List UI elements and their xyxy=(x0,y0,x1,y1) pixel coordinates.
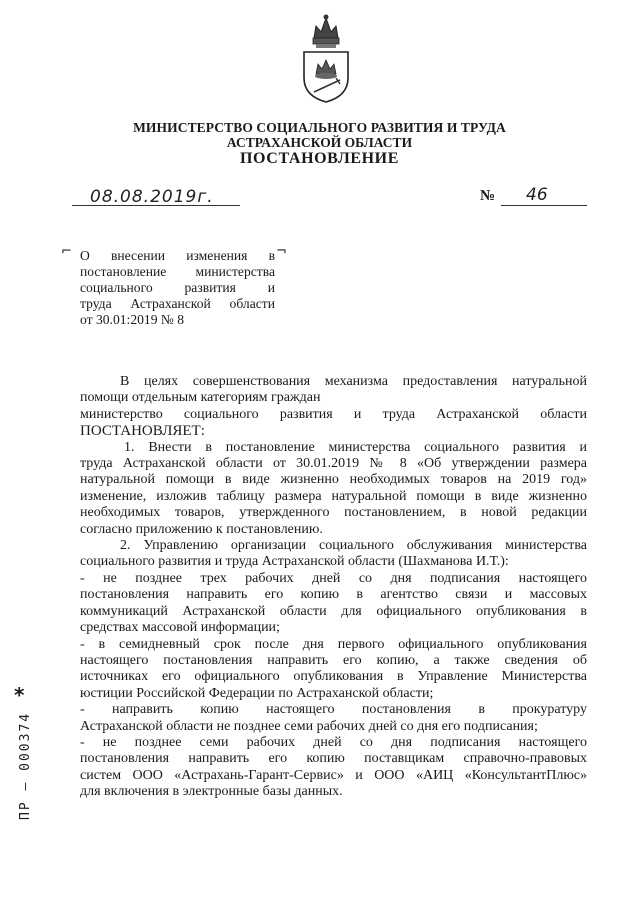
body-line: министерство социального развития и труда Астраханской области xyxy=(80,406,587,422)
margin-registration-code: ПР – 000374 xyxy=(18,711,33,820)
subject-line: социального развития и xyxy=(80,280,275,295)
ministry-name-line2: АСТРАХАНСКОЙ ОБЛАСТИ xyxy=(226,135,413,150)
body-line: - в семидневный срок после дня первого официального опубликования xyxy=(80,636,587,652)
body-line: 1. Внести в постановление министерства социального развития и xyxy=(124,439,587,455)
body-line: необходимых товаров, утвержденного постановлением, в новой редакции xyxy=(80,505,587,521)
subject-line: постановление министерства xyxy=(80,264,275,279)
body-line: средствах массовой информации; xyxy=(80,620,280,636)
body-line: ПОСТАНОВЛЯЕТ: xyxy=(80,423,205,440)
body-line: В целях совершенствования механизма предоставления натуральной xyxy=(120,374,587,389)
body-line: натуральной помощи в виде жизненно необходимых товаров на 2019 год» xyxy=(80,472,587,488)
body-line: систем ООО «Астрахань-Гарант-Сервис» и ООО «АИЦ «КонсультантПлюс» xyxy=(80,767,587,783)
body-line: - не позднее трех рабочих дней со дня подписания настоящего xyxy=(80,570,587,586)
corner-mark-left-icon: ⌐ xyxy=(61,244,72,259)
body-line: - не позднее семи рабочих дней со дня подписания настоящего xyxy=(80,734,587,750)
body-line: 2. Управлению организации социального обслуживания министерства xyxy=(120,538,587,554)
document-type-title: ПОСТАНОВЛЕНИЕ xyxy=(240,150,399,167)
body-line: настоящего постановления направить его копию, а также сведения об xyxy=(80,652,587,668)
body-line: социального развития и труда Астраханской области (Шахманова И.Т.): xyxy=(80,554,509,570)
document-date: 08.08.2019г. xyxy=(90,187,214,207)
document-body xyxy=(80,374,587,801)
body-line: Астраханской области не позднее семи рабочих дней со дня его подписания; xyxy=(80,718,538,734)
body-line: помощи отдельным категориям граждан xyxy=(80,390,321,406)
body-line: труда Астраханской области от 30.01.2019 № 8 «Об утверждении размера xyxy=(80,456,587,472)
corner-mark-right-icon: ¬ xyxy=(276,244,287,259)
coat-of-arms-icon xyxy=(296,12,356,104)
subject-line: от 30.01:2019 № 8 xyxy=(80,312,185,327)
date-underline xyxy=(72,205,240,206)
body-line: постановления направить его копию в агентство связи и массовых xyxy=(80,587,587,603)
ministry-name-line1: МИНИСТЕРСТВО СОЦИАЛЬНОГО РАЗВИТИЯ И ТРУДА xyxy=(133,120,506,135)
margin-star-mark: * xyxy=(14,683,25,707)
body-line: источниках его официального опубликования в Управление Министерства xyxy=(80,669,587,685)
number-underline xyxy=(501,205,587,206)
subject-line: О внесении изменения в xyxy=(80,248,275,263)
body-line: согласно приложению к постановлению. xyxy=(80,521,323,537)
body-line: для включения в электронные базы данных. xyxy=(80,784,343,800)
document-number: 46 xyxy=(526,185,548,205)
number-sign: № xyxy=(480,188,496,204)
body-line: изменение, изложив таблицу размера натуральной помощи в виде жизненно xyxy=(80,488,587,504)
document-subject xyxy=(80,248,275,328)
body-line: постановления направить его копию поставщикам справочно-правовых xyxy=(80,751,587,767)
body-line: - направить копию настоящего постановления в прокуратуру xyxy=(80,702,587,718)
body-line: коммуникаций Астраханской области для официального опубликования в xyxy=(80,603,587,619)
subject-line: труда Астраханской области xyxy=(80,296,275,311)
body-line: юстиции Российской Федерации по Астраханской области; xyxy=(80,685,434,701)
